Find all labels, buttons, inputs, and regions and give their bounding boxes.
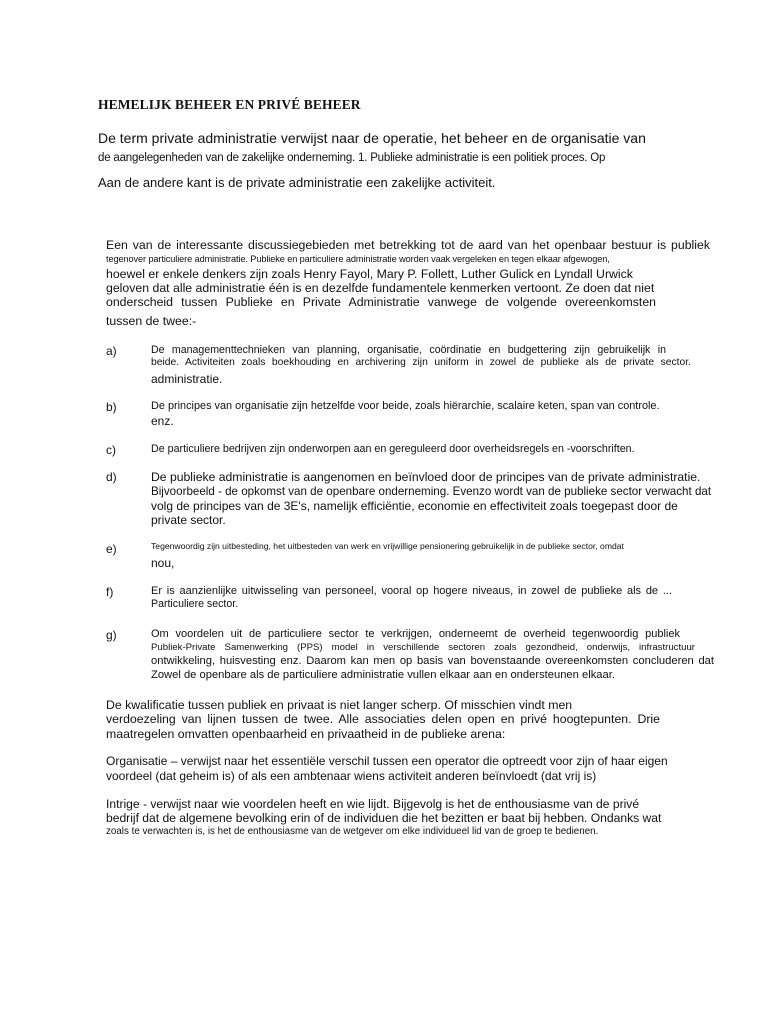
list-item-line: Om voordelen uit de particuliere sector te verkrijgen, onderneemt de overheid tegenwoordig publiek	[151, 628, 680, 640]
list-item-line: De managementtechnieken van planning, organisatie, coördinatie en budgettering zijn gebruikelijk in	[151, 344, 666, 356]
list-item-line: nou,	[151, 556, 175, 570]
paragraph-1-line: hoewel er enkele denkers zijn zoals Henry Fayol, Mary P. Follett, Luther Gulick en Lyndall Urwick	[106, 267, 633, 281]
paragraph-1-line: tegenover particuliere administratie. Publieke en particuliere administratie worden vaak vergeleken en tegen elkaar afgewogen,	[106, 254, 610, 264]
list-label: d)	[106, 470, 117, 484]
paragraph-1-line: Een van de interessante discussiegebieden met betrekking tot de aard van het openbaar bestuur is publiek	[106, 238, 710, 252]
paragraph-3-line: voordeel (dat geheim is) of als een ambtenaar wiens activiteit anderen beïnvloedt (dat vrij is)	[106, 769, 597, 783]
paragraph-4-line: zoals te verwachten is, is het de enthousiasme van de wetgever om elke individueel lid van de groep te bedienen.	[106, 826, 599, 837]
intro-line-1: De term private administratie verwijst naar de operatie, het beheer en de organisatie van	[98, 130, 646, 146]
list-item-line: beide. Activiteiten zoals boekhouding en archivering zijn uniform in zowel de publieke als de private sector.	[151, 357, 691, 368]
list-item-line: Tegenwoordig zijn uitbesteding, het uitbesteden van werk en vrijwillige pensionering gebruikelijk in de publieke sector, omdat	[151, 541, 624, 551]
list-item-line: enz.	[151, 414, 174, 428]
list-item-line: Particuliere sector.	[151, 598, 239, 610]
intro-line-3: Aan de andere kant is de private administratie een zakelijke activiteit.	[98, 175, 496, 190]
list-label: g)	[106, 628, 117, 642]
list-label: a)	[106, 344, 117, 358]
paragraph-3-line: Organisatie – verwijst naar het essentiële verschil tussen een operator die optreedt voor zijn of haar eigen	[106, 754, 668, 768]
paragraph-2-line: De kwalificatie tussen publiek en privaat is niet langer scherp. Of misschien vindt men	[106, 698, 573, 712]
list-item-line: De publieke administratie is aangenomen en beïnvloed door de principes van de private administratie.	[151, 470, 701, 484]
list-item-line: ontwikkeling, huisvesting enz. Daarom kan men op basis van bovenstaande overeenkomsten concluderen dat	[151, 655, 714, 667]
list-item-line: Er is aanzienlijke uitwisseling van personeel, vooral op hogere niveaus, in zowel de publieke als de ...	[151, 585, 672, 597]
list-item-line: Zowel de openbare als de particuliere administratie vullen elkaar aan en ondersteunen elkaar.	[151, 669, 615, 681]
paragraph-4-line: bedrijf dat de algemene bevolking erin of de individuen die het bezitten er baat bij hebben. Ondanks wat	[106, 811, 662, 825]
page-title: HEMELIJK BEHEER EN PRIVÉ BEHEER	[98, 97, 361, 112]
list-item-line: Publiek-Private Samenwerking (PPS) model in verschillende sectoren zoals gezondheid, onderwijs, infrastructuur	[151, 642, 695, 653]
list-item-line: administratie.	[151, 372, 223, 386]
list-item-line: volg de principes van de 3E's, namelijk efficiëntie, economie en effectiviteit zoals toegepast door de	[151, 499, 678, 513]
paragraph-2-line: maatregelen omvatten openbaarheid en privaatheid in de publieke arena:	[106, 727, 506, 741]
paragraph-1-line: geloven dat alle administratie één is en dezelfde fundamentele kenmerken vertoont. Ze doen dat niet	[106, 281, 655, 295]
list-label: e)	[106, 542, 117, 556]
list-item-line: private sector.	[151, 513, 226, 527]
list-item-line: De particuliere bedrijven zijn onderworpen aan en gereguleerd door overheidsregels en -voorschriften.	[151, 443, 635, 455]
list-item-line: De principes van organisatie zijn hetzelfde voor beide, zoals hiërarchie, scalaire keten, span van controle.	[151, 400, 660, 412]
paragraph-2-line: verdoezeling van lijnen tussen de twee. Alle associaties delen open en privé hoogtepunten. Drie	[106, 712, 660, 726]
paragraph-1-line: onderscheid tussen Publieke en Private Administratie vanwege de volgende overeenkomsten	[106, 295, 656, 309]
list-label: f)	[106, 585, 114, 599]
list-item-line: Bijvoorbeeld - de opkomst van de openbare onderneming. Evenzo wordt van de publieke sector verwacht dat	[151, 485, 712, 498]
paragraph-4-line: Intrige - verwijst naar wie voordelen heeft en wie lijdt. Bijgevolg is het de enthousiasme van de privé	[106, 797, 640, 811]
paragraph-1-line: tussen de twee:-	[106, 314, 197, 328]
intro-line-2: de aangelegenheden van de zakelijke onderneming. 1. Publieke administratie is een politiek proces. Op	[98, 152, 606, 164]
list-label: c)	[106, 443, 116, 457]
list-label: b)	[106, 400, 117, 414]
